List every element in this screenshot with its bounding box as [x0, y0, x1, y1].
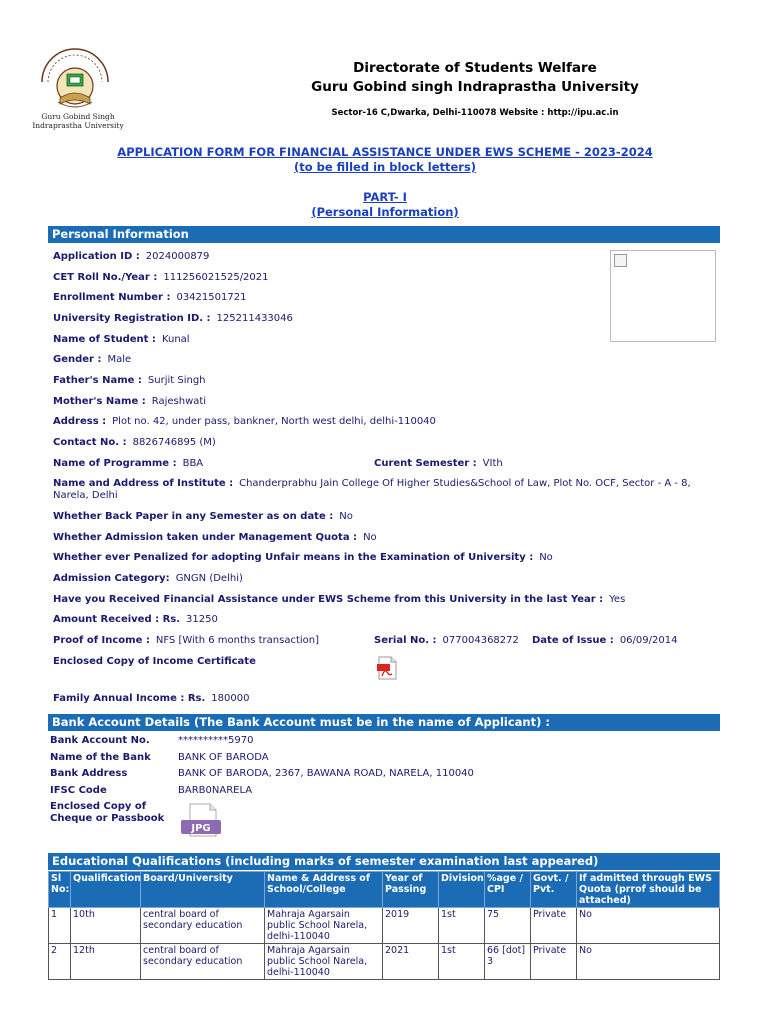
- label: Whether Back Paper in any Semester as on date :: [53, 511, 334, 522]
- label: Family Annual Income : Rs.: [53, 693, 206, 704]
- value: Chanderprabhu Jain College Of Higher Studies&School of Law, Plot No. OCF, Sector - A - 8, Narela, Delhi: [53, 478, 691, 501]
- table-cell: 1st: [439, 944, 485, 980]
- label: Application ID :: [53, 251, 140, 262]
- label: Enrollment Number :: [53, 292, 171, 303]
- form-title-block: [60, 145, 710, 175]
- value: Rajeshwati: [151, 396, 207, 407]
- field-date-of-issue: [532, 635, 677, 646]
- column-header: If admitted through EWS Quota (prrof should be attached): [577, 872, 720, 908]
- label: University Registration ID. :: [53, 313, 211, 324]
- bank-address: [50, 768, 474, 779]
- label: Admission Category:: [53, 573, 170, 584]
- table-row: [49, 908, 720, 944]
- value: Plot no. 42, under pass, bankner, North west delhi, delhi-110040: [112, 416, 436, 427]
- field-family-income: [53, 693, 249, 704]
- label: Name of the Bank: [50, 752, 151, 763]
- form-subtitle: (to be filled in block letters): [293, 160, 477, 174]
- education-header-row: [49, 872, 720, 908]
- broken-image-icon: [614, 254, 627, 267]
- value: No: [363, 532, 377, 543]
- value: BANK OF BARODA: [178, 752, 269, 763]
- table-cell: Private: [531, 944, 577, 980]
- value: BBA: [182, 458, 204, 469]
- value: BARB0NARELA: [178, 785, 253, 796]
- table-row: [49, 944, 720, 980]
- bank-name: [50, 752, 269, 763]
- table-cell: 66 [dot] 3: [485, 944, 531, 980]
- logo-caption-line1: Guru Gobind Singh: [41, 112, 115, 121]
- label: Name of Student :: [53, 334, 156, 345]
- column-header: Year of Passing: [383, 872, 439, 908]
- column-header: Board/University: [141, 872, 265, 908]
- cheque-label-line2: Cheque or Passbook: [50, 813, 165, 824]
- table-cell: central board of secondary education: [141, 944, 265, 980]
- label: Whether ever Penalized for adopting Unfair means in the Examination of University :: [53, 552, 534, 563]
- label: Serial No. :: [374, 635, 437, 646]
- field-address: [53, 416, 436, 427]
- label: Name and Address of Institute :: [53, 478, 234, 489]
- bank-cheque-label: [50, 801, 164, 825]
- field-institute: [53, 478, 713, 502]
- logo-caption-line2: Indraprastha University: [32, 121, 124, 130]
- value: Yes: [609, 594, 626, 605]
- bank-ifsc: [50, 785, 252, 796]
- column-header: Division: [439, 872, 485, 908]
- field-back-paper: [53, 511, 353, 522]
- value: Kunal: [161, 334, 190, 345]
- label: Address :: [53, 416, 107, 427]
- value: 03421501721: [176, 292, 247, 303]
- label: IFSC Code: [50, 785, 107, 796]
- field-registration: [53, 313, 293, 324]
- field-application-id: [53, 251, 209, 262]
- label: Contact No. :: [53, 437, 127, 448]
- table-cell: No: [577, 908, 720, 944]
- pdf-icon[interactable]: [376, 656, 398, 680]
- field-mother-name: [53, 396, 206, 407]
- part-subtitle: (Personal Information): [311, 205, 459, 219]
- value: NFS [With 6 months transaction]: [155, 635, 320, 646]
- field-unfair-means: [53, 552, 553, 563]
- label: Date of Issue :: [532, 635, 614, 646]
- field-proof-of-income: [53, 635, 319, 646]
- value: 180000: [211, 693, 250, 704]
- header-title-university: Guru Gobind singh Indraprastha University: [311, 79, 639, 95]
- label: Whether Admission taken under Management Quota :: [53, 532, 358, 543]
- section-bank-details: Bank Account Details (The Bank Account must be in the name of Applicant) :: [48, 714, 720, 731]
- column-header: Qualification: [71, 872, 141, 908]
- field-father-name: [53, 375, 206, 386]
- value: 125211433046: [216, 313, 293, 324]
- header-address: Sector-16 C,Dwarka, Delhi-110078 Website : http://ipu.ac.in: [331, 108, 619, 118]
- value: BANK OF BARODA, 2367, BAWANA ROAD, NARELA, 110040: [178, 768, 474, 779]
- table-cell: 75: [485, 908, 531, 944]
- table-cell: 12th: [71, 944, 141, 980]
- value: VIth: [482, 458, 503, 469]
- value: Surjit Singh: [147, 375, 206, 386]
- table-cell: 1: [49, 908, 71, 944]
- table-cell: Private: [531, 908, 577, 944]
- value: 077004368272: [442, 635, 519, 646]
- part-title-block: [60, 190, 710, 220]
- label: Bank Address: [50, 768, 128, 779]
- value: No: [539, 552, 553, 563]
- column-header: %age / CPI: [485, 872, 531, 908]
- label: Name of Programme :: [53, 458, 177, 469]
- value: 31250: [186, 614, 218, 625]
- jpg-icon-label: JPG: [191, 823, 211, 834]
- value: 2024000879: [145, 251, 210, 262]
- table-cell: 2019: [383, 908, 439, 944]
- field-management-quota: [53, 532, 377, 543]
- education-table: [48, 871, 720, 980]
- value: **********5970: [178, 735, 254, 746]
- label: Father's Name :: [53, 375, 142, 386]
- label: Amount Received : Rs.: [53, 614, 181, 625]
- label: Bank Account No.: [50, 735, 150, 746]
- label: Enclosed Copy of Income Certificate: [53, 656, 256, 667]
- column-header: Name & Address of School/College: [265, 872, 383, 908]
- table-cell: Mahraja Agarsain public School Narela, delhi-110040: [265, 908, 383, 944]
- field-serial-no: [374, 635, 519, 646]
- table-cell: 2: [49, 944, 71, 980]
- section-education: Educational Qualifications (including marks of semester examination last appeared): [48, 853, 720, 870]
- applicant-photo: [610, 250, 716, 342]
- label: Curent Semester :: [374, 458, 477, 469]
- field-gender: [53, 354, 131, 365]
- field-student-name: [53, 334, 190, 345]
- section-personal-information: Personal Information: [48, 226, 720, 243]
- value: 06/09/2014: [619, 635, 678, 646]
- value: 111256021525/2021: [163, 272, 269, 283]
- cheque-label-line1: Enclosed Copy of: [50, 801, 147, 812]
- value: No: [339, 511, 353, 522]
- label: Gender :: [53, 354, 102, 365]
- field-semester: [374, 458, 503, 469]
- value: GNGN (Delhi): [175, 573, 243, 584]
- header-title-directorate: Directorate of Students Welfare: [353, 60, 597, 76]
- education-body: [49, 908, 720, 980]
- label: CET Roll No./Year :: [53, 272, 158, 283]
- field-contact: [53, 437, 216, 448]
- table-cell: 1st: [439, 908, 485, 944]
- label: Mother's Name :: [53, 396, 146, 407]
- table-cell: Mahraja Agarsain public School Narela, delhi-110040: [265, 944, 383, 980]
- table-cell: 10th: [71, 908, 141, 944]
- field-admission-category: [53, 573, 243, 584]
- label: Have you Received Financial Assistance under EWS Scheme from this University in the last Year :: [53, 594, 604, 605]
- table-cell: central board of secondary education: [141, 908, 265, 944]
- label: Proof of Income :: [53, 635, 150, 646]
- field-enrollment: [53, 292, 246, 303]
- part-title: PART- I: [363, 190, 407, 204]
- field-received-last-year: [53, 594, 625, 605]
- table-cell: 2021: [383, 944, 439, 980]
- column-header: Govt. / Pvt.: [531, 872, 577, 908]
- logo-caption: [28, 112, 128, 130]
- form-title: APPLICATION FORM FOR FINANCIAL ASSISTANCE UNDER EWS SCHEME - 2023-2024: [117, 145, 653, 159]
- field-cet-roll: [53, 272, 269, 283]
- value: Male: [107, 354, 132, 365]
- column-header: Sl No:: [49, 872, 71, 908]
- field-amount-received: [53, 614, 218, 625]
- table-cell: No: [577, 944, 720, 980]
- field-income-certificate: [53, 656, 256, 667]
- field-programme: [53, 458, 203, 469]
- jpg-file-icon[interactable]: [178, 802, 226, 842]
- value: 8826746895 (M): [132, 437, 216, 448]
- bank-account-no: [50, 735, 253, 746]
